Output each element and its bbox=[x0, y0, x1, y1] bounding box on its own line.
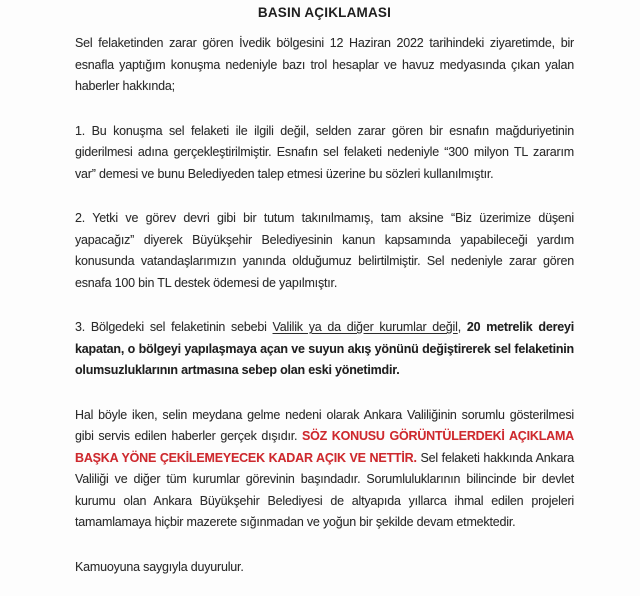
paragraph-closing bbox=[75, 557, 574, 579]
text-segment: Hal böyle iken, selin meydana gelme nedeni olarak Ankara Valiliğinin sorumlu gösterilmesi gibi servis edilen haberler gerçek dışıdır. bbox=[75, 407, 574, 443]
red-emphasis-text-segment: SÖZ KONUSU GÖRÜNTÜLERDEKİ AÇIKLAMA BAŞKA YÖNE ÇEKİLEMEYECEK KADAR AÇIK VE NETTİR. bbox=[75, 429, 575, 465]
underlined-text-segment: Valilik ya da diğer kurumlar değil bbox=[272, 320, 458, 334]
document-title: BASIN AÇIKLAMASI bbox=[257, 5, 392, 20]
paragraph-item-2 bbox=[75, 208, 574, 294]
paragraph-item-1 bbox=[75, 121, 574, 186]
bold-text-segment: 20 metrelik dereyi kapatan, o bölgeyi yapılaşmaya açan ve suyun akış yönünü değiştirerek sel felaketinin olumsuzluklarının artmasına sebep olan eski yönetimdir. bbox=[75, 320, 575, 377]
paragraph-intro bbox=[75, 33, 574, 98]
text-segment: Sel felaketinden zarar gören İvedik bölgesini 12 Haziran 2022 tarihindeki ziyaretimde, bir esnafla yaptığım konuşma nedeniyle bazı trol hesaplar ve havuz medyasında çıkan yalan haberler hakkında; bbox=[75, 36, 574, 93]
text-segment: 2. Yetki ve görev devri gibi bir tutum takınılmamış, tam aksine “Biz üzerimize düşeni yapacağız” diyerek Büyükşehir Belediyesinin kanun kapsamında yapabileceği yardım konusunda vatandaşlarımızın yanında olduğumuz belirtilmiştir. Sel nedeniyle zarar gören esnafa 100 bin TL destek ödemesi de yapılmıştır. bbox=[75, 211, 574, 290]
text-segment: 1. Bu konuşma sel felaketi ile ilgili değil, selden zarar gören bir esnafın mağduriyetinin giderilmesi adına gerçekleştirilmiştir. Esnafın sel felaketi nedeniyle “300 milyon TL zararım var” demesi ve bunu Belediyeden talep etmesi üzerine bu sözleri kullanılmıştır. bbox=[75, 123, 574, 181]
text-segment: Sel felaketi hakkında Ankara Valiliği ve diğer tüm kurumlar görevinin başındadır. Sorumluluklarının bilincinde bir devlet kurumu olan Ankara Büyükşehir Belediyesi de altyapıda yıllarca ihmal edilen projeleri tamamlamaya hiçbir mazerete sığınmadan ve yoğun bir şekilde devam etmektedir. bbox=[75, 450, 574, 529]
text-segment: 3. Bölgedeki sel felaketinin sebebi bbox=[75, 320, 273, 334]
paragraph-body bbox=[75, 405, 574, 534]
text-segment: , bbox=[457, 320, 467, 334]
paragraph-item-3 bbox=[75, 317, 574, 382]
text-segment: Kamuoyuna saygıyla duyurulur. bbox=[75, 559, 244, 574]
